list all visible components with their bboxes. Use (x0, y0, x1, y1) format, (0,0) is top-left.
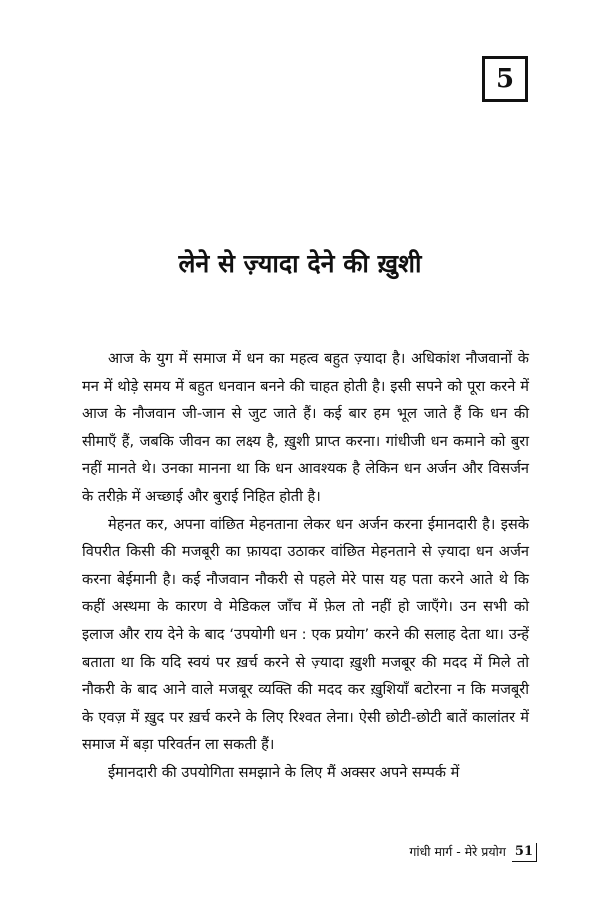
paragraph-2: मेहनत कर, अपना वांछित मेहनताना लेकर धन अर्जन करना ईमानदारी है। इसके विपरीत किसी की मजबूरी का फ़ायदा उठाकर वांछित मेहनताने से ज़्यादा धन अर्जन करना बेईमानी है। कई नौजवान नौकरी से पहले मेरे पास यह पता करने आते थे कि कहीं अस्थमा के कारण वे मेडिकल जाँच में फ़ेल तो नहीं हो जाएँगे। उन सभी को इलाज और राय देने के बाद ‘उपयोगी धन : एक प्रयोग’ करने की सलाह देता था। उन्हें बताता था कि यदि स्वयं पर ख़र्च करने से ज़्यादा ख़ुशी मजबूर की मदद में मिले तो नौकरी के बाद आने वाले मजबूर व्यक्ति की मदद कर ख़ुशियाँ बटोरना न कि मजबूरी के एवज़ में ख़ुद पर ख़र्च करने के लिए रिश्वत लेना। ऐसी छोटी-छोटी बातें कालांतर में समाज में बड़ा परिवर्तन ला सकती हैं। (82, 515, 529, 754)
page-footer (409, 842, 537, 862)
chapter-number: 5 (495, 64, 515, 94)
footer-book-title: गांधी मार्ग - मेरे प्रयोग (409, 844, 506, 859)
chapter-title: लेने से ज़्यादा देने की ख़ुशी (178, 249, 422, 278)
chapter-number-box (482, 56, 528, 102)
page-number: 51 (512, 843, 537, 862)
body-text (82, 345, 529, 787)
paragraph-3: ईमानदारी की उपयोगिता समझाने के लिए मैं अक्सर अपने सम्पर्क में (108, 763, 460, 781)
paragraph-1: आज के युग में समाज में धन का महत्व बहुत ज़्यादा है। अधिकांश नौजवानों के मन में थोड़े समय में बहुत धनवान बनने की चाहत होती है। इसी सपने को पूरा करने में आज के नौजवान जी-जान से जुट जाते हैं। कई बार हम भूल जाते हैं कि धन की सीमाएँ हैं, जबकि जीवन का लक्ष्य है, ख़ुशी प्राप्त करना। गांधीजी धन कमाने को बुरा नहीं मानते थे। उनका मानना था कि धन आवश्यक है लेकिन धन अर्जन और विसर्जन के तरीक़े में अच्छाई और बुराई निहित होती है। (82, 350, 529, 505)
